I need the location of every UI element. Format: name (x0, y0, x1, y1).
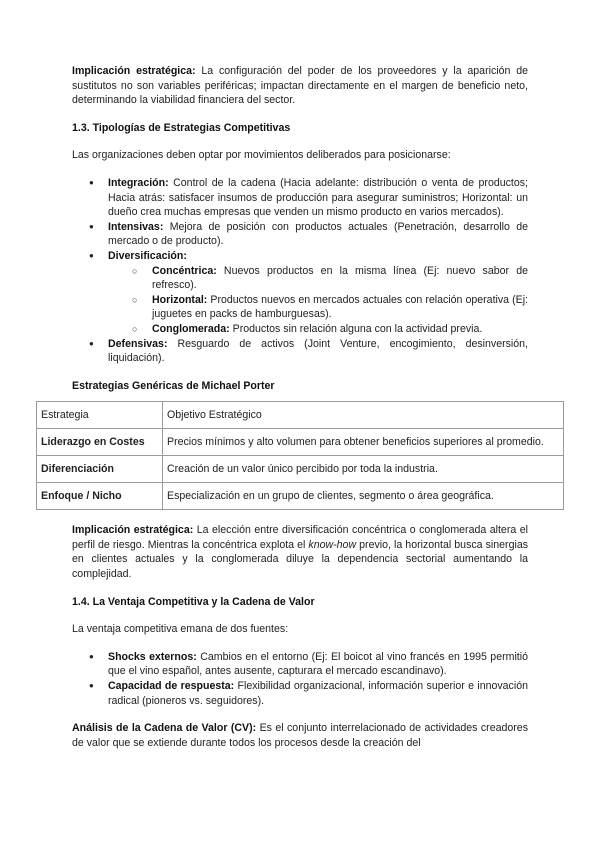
list-item (72, 249, 528, 337)
paragraph-text: La elección entre diversificación concéntrica o conglomerada altera el perfil de riesgo. Mientras la concéntrica explota el (72, 524, 528, 551)
table-header-cell: Objetivo Estratégico (163, 402, 564, 429)
section-heading-1-4: 1.4. La Ventaja Competitiva y la Cadena de Valor (72, 595, 315, 608)
table-cell-objective: Especialización en un grupo de clientes, segmento o área geográfica. (163, 483, 564, 510)
table-cell-strategy: Diferenciación (37, 456, 163, 483)
document-page (41, 64, 544, 750)
item-text: Resguardo de activos (Joint Venture, encogimiento, desinversión, liquidación). (108, 337, 528, 365)
item-text: Productos nuevos en mercados actuales con relación operativa (Ej: juguetes en packs de hamburguesas). (152, 293, 528, 321)
item-lead: Diversificación: (108, 249, 187, 262)
strategic-implication-paragraph-1 (72, 64, 528, 108)
list-item (72, 650, 528, 679)
table-row (37, 456, 564, 483)
section-intro-1-3: Las organizaciones deben optar por movimientos deliberados para posicionarse: (72, 149, 451, 162)
paragraph-lead: Implicación estratégica: (72, 524, 194, 537)
section-heading-1-3: 1.3. Tipologías de Estrategias Competitivas (72, 121, 291, 134)
item-lead: Horizontal: (152, 293, 208, 306)
table-row (37, 483, 564, 510)
list-item (72, 176, 528, 220)
porter-strategies-table (36, 401, 564, 510)
list-item (72, 337, 528, 366)
paragraph-lead: Análisis de la Cadena de Valor (CV): (72, 722, 257, 735)
table-cell-strategy: Liderazgo en Costes (37, 429, 163, 456)
table-header-row (37, 402, 564, 429)
paragraph-emphasis: know-how (308, 538, 357, 551)
strategy-types-list (72, 176, 528, 366)
item-lead: Intensivas: (108, 220, 164, 233)
item-text: Cambios en el entorno (Ej: El boicot al vino francés en 1995 permitió que el vino español, antes ausente, capturara el mercado escandinavo). (108, 650, 528, 678)
section-intro-1-4: La ventaja competitiva emana de dos fuentes: (72, 623, 289, 636)
item-lead: Capacidad de respuesta: (108, 680, 235, 693)
sub-list-item (129, 322, 528, 337)
table-row (37, 429, 564, 456)
paragraph-text: previo, la horizontal busca sinergias en clientes actuales y la conglomerada diluye la dependencia sectorial aumentando la complejidad. (72, 538, 529, 581)
table-cell-objective: Precios mínimos y alto volumen para obtener beneficios superiores al promedio. (163, 429, 564, 456)
item-lead: Defensivas: (108, 337, 168, 350)
table-cell-objective: Creación de un valor único percibido por toda la industria. (163, 456, 564, 483)
value-chain-paragraph (72, 721, 528, 750)
sub-list-item (129, 293, 528, 322)
paragraph-text: Es el conjunto interrelacionado de actividades creadores de valor que se extiende durante todos los procesos desde la creación del (72, 722, 528, 749)
paragraph-text: La configuración del poder de los proveedores y la aparición de sustitutos no son variables periféricas; impactan directamente en el margen de beneficio neto, determinando la viabilidad financiera del sector. (72, 65, 528, 107)
item-text: Control de la cadena (Hacia adelante: distribución o venta de productos; Hacia atrás: satisfacer insumos de producción para asegurar suministros; Horizontal: un dueño crea muchas empresas que venden un mismo producto en varios mercados). (108, 176, 528, 219)
item-lead: Shocks externos: (108, 650, 197, 663)
sub-list-item (129, 264, 528, 293)
list-item (72, 679, 528, 708)
item-text: Flexibilidad organizacional, información superior e innovación radical (pioneros vs. seguidores). (108, 680, 528, 707)
porter-table-title: Estrategias Genéricas de Michael Porter (72, 379, 275, 392)
item-lead: Integración: (108, 176, 169, 189)
item-text: Productos sin relación alguna con la actividad previa. (229, 322, 483, 335)
competitive-advantage-sources-list (72, 650, 528, 708)
paragraph-lead: Implicación estratégica: (72, 65, 196, 77)
item-text: Mejora de posición con productos actuales (Penetración, desarrollo de mercado o de producto). (108, 220, 528, 248)
item-lead: Conglomerada: (152, 322, 230, 335)
item-lead: Concéntrica: (152, 264, 217, 277)
table-header-cell: Estrategia (37, 402, 163, 429)
table-cell-strategy: Enfoque / Nicho (37, 483, 163, 510)
list-item (72, 220, 528, 249)
item-text: Nuevos productos en la misma línea (Ej: nuevo sabor de refresco). (152, 264, 528, 292)
diversification-sublist (108, 264, 528, 337)
strategic-implication-paragraph-2 (72, 523, 528, 581)
